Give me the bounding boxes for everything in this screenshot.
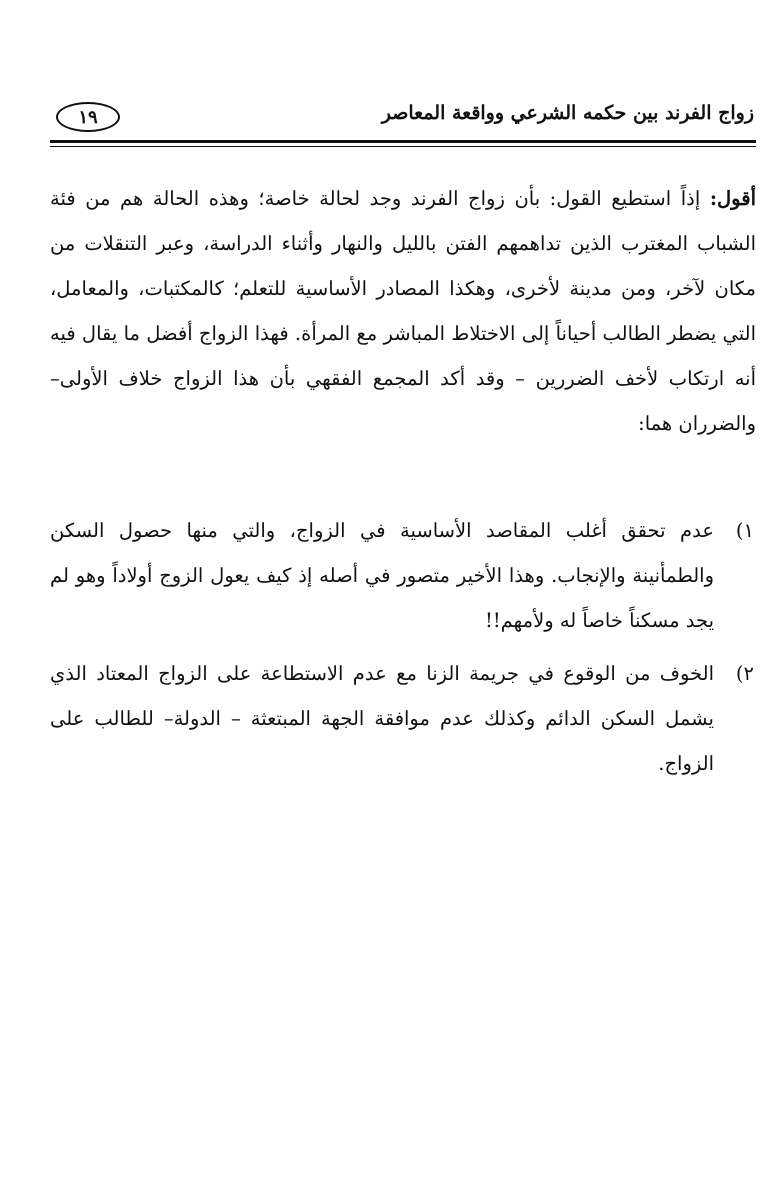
page-number-badge [56, 102, 120, 132]
running-title: زواج الفرند بين حكمه الشرعي وواقعة المعاصر [381, 102, 754, 124]
list-item-number: ٢) [735, 662, 754, 685]
list-item [50, 651, 756, 786]
list-item-text: الخوف من الوقوع في جريمة الزنا مع عدم الاستطاعة على الزواج المعتاد الذي يشمل السكن الدائم وكذلك عدم موافقة الجهة المبتعثة – الدولة– للطالب على الزواج. [50, 662, 714, 775]
main-paragraph [50, 176, 756, 446]
numbered-list [50, 508, 756, 786]
list-item-number: ١) [735, 519, 754, 542]
page-header [50, 96, 756, 142]
list-item-text: عدم تحقق أغلب المقاصد الأساسية في الزواج، والتي منها حصول السكن والطمأنينة والإنجاب. وهذا الأخير متصور في أصله إذ كيف يعول الزوج أولاداً وهو لم يجد مسكناً خاصاً له ولأمهم!! [50, 519, 714, 632]
header-rule-thick [50, 140, 756, 143]
paragraph-text: إذاً استطيع القول: بأن زواج الفرند وجد لحالة خاصة؛ وهذه الحالة هم من فئة الشباب المغترب الذين تداهمهم الفتن بالليل والنهار وأثناء الدراسة، وعبر التنقلات من مكان لآخر، ومن مدينة لأخرى، وهكذا المصادر الأساسية للتعلم؛ كالمكتبات، والمعامل، التي يضطر الطالب أحياناً إلى الاختلاط المباشر مع المرأة. فهذا الزواج أفضل ما يقال فيه أنه ارتكاب لأخف الضررين – وقد أكد المجمع الفقهي بأن هذا الزواج خلاف الأولى– والضرران هما: [50, 187, 756, 435]
header-rule-thin [50, 146, 756, 147]
paragraph-label: أقول: [709, 187, 756, 210]
list-item [50, 508, 756, 643]
page-number: ١٩ [78, 106, 98, 128]
